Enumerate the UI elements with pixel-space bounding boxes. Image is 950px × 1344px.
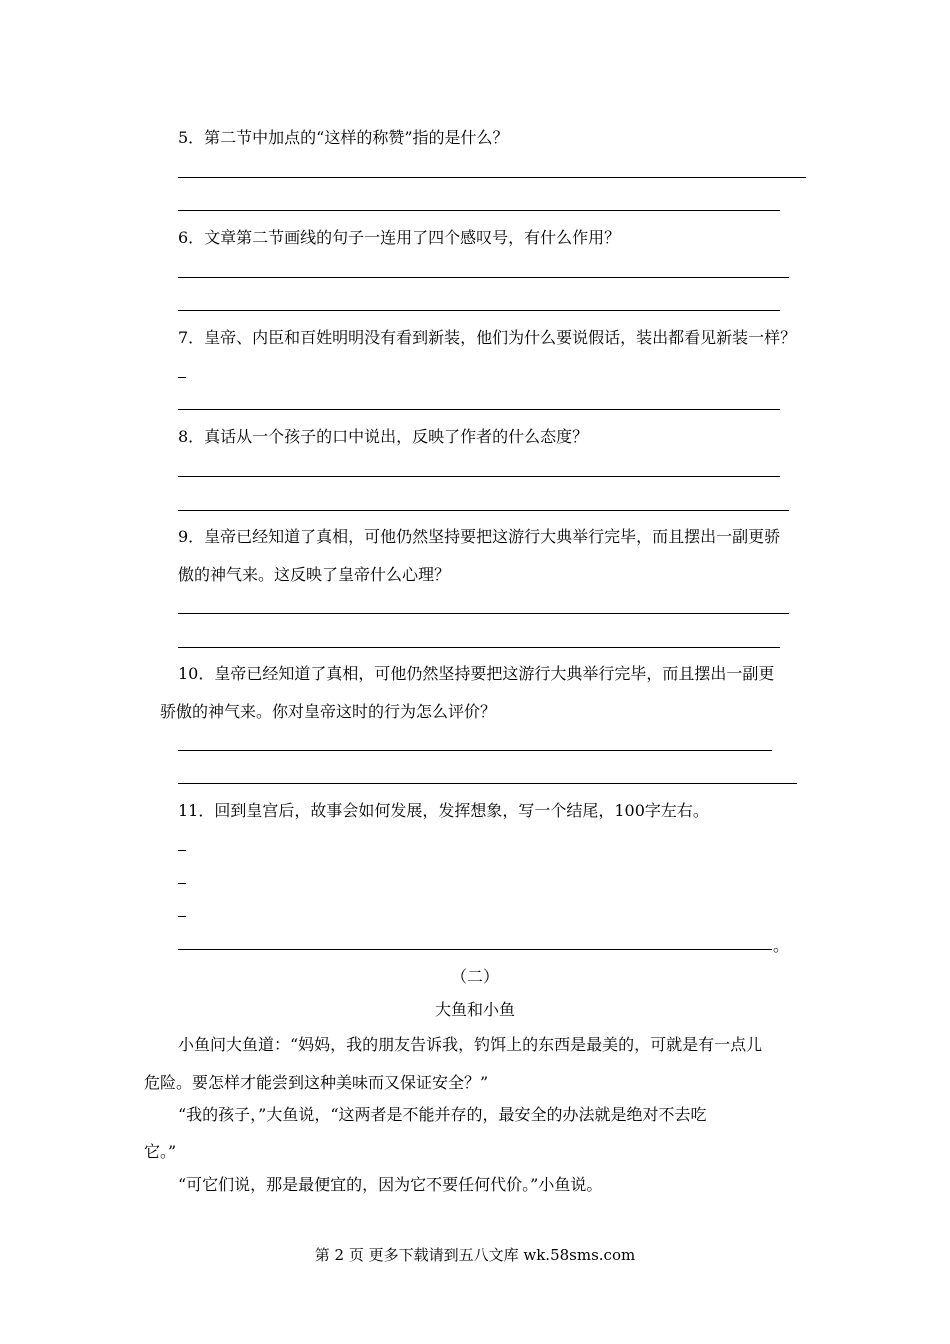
question-9-line-1: 9．皇帝已经知道了真相，可他仍然坚持要把这游行大典举行完毕，而且摆出一副更骄 <box>178 527 781 546</box>
answer-line <box>178 476 780 477</box>
answer-dash <box>178 850 186 851</box>
page-footer: 第 2 页 更多下载请到五八文库 wk.58sms.com <box>314 1246 636 1264</box>
answer-line <box>178 613 789 614</box>
answer-line <box>178 409 780 410</box>
answer-line <box>178 783 797 784</box>
passage-paragraph-3: “可它们说，那是最便宜的，因为它不要任何代价。”小鱼说。 <box>178 1175 603 1194</box>
answer-line <box>178 310 780 311</box>
passage-paragraph-2-line-2: 它。” <box>144 1142 177 1161</box>
question-5: 5．第二节中加点的“这样的称赞”指的是什么？ <box>178 128 509 147</box>
section-number: （二） <box>450 967 499 986</box>
question-6: 6．文章第二节画线的句子一连用了四个感叹号，有什么作用？ <box>178 228 621 247</box>
answer-dash <box>178 883 186 884</box>
answer-line <box>178 210 780 211</box>
question-10-line-2: 骄傲的神气来。你对皇帝这时的行为怎么评价？ <box>160 702 497 721</box>
answer-line <box>178 750 772 751</box>
answer-dash <box>178 377 186 378</box>
passage-paragraph-1-line-2: 危险。要怎样才能尝到这种美味而又保证安全？” <box>144 1073 489 1092</box>
question-8: 8．真话从一个孩子的口中说出，反映了作者的什么态度？ <box>178 427 589 446</box>
answer-line <box>178 647 780 648</box>
answer-end-period: 。 <box>773 936 790 955</box>
passage-paragraph-1-line-1: 小鱼问大鱼道：“妈妈，我的朋友告诉我，钓饵上的东西是最美的，可就是有一点儿 <box>178 1035 763 1054</box>
question-9-line-2: 傲的神气来。这反映了皇帝什么心理？ <box>178 565 451 584</box>
passage-paragraph-2-line-1: “我的孩子，”大鱼说，“这两者是不能并存的，最安全的办法就是绝对不去吃 <box>178 1105 707 1124</box>
passage-title: 大鱼和小鱼 <box>434 1000 515 1019</box>
answer-line <box>178 177 806 178</box>
question-7: 7．皇帝、内臣和百姓明明没有看到新装，他们为什么要说假话，装出都看见新装一样？ <box>178 328 797 347</box>
answer-line <box>178 510 789 511</box>
answer-line <box>178 277 789 278</box>
question-10-line-1: 10．皇帝已经知道了真相，可他仍然坚持要把这游行大典举行完毕，而且摆出一副更 <box>178 664 775 683</box>
answer-dash <box>178 916 186 917</box>
question-11: 11．回到皇宫后，故事会如何发展，发挥想象，写一个结尾，100字左右。 <box>178 801 709 820</box>
answer-line <box>178 949 772 950</box>
